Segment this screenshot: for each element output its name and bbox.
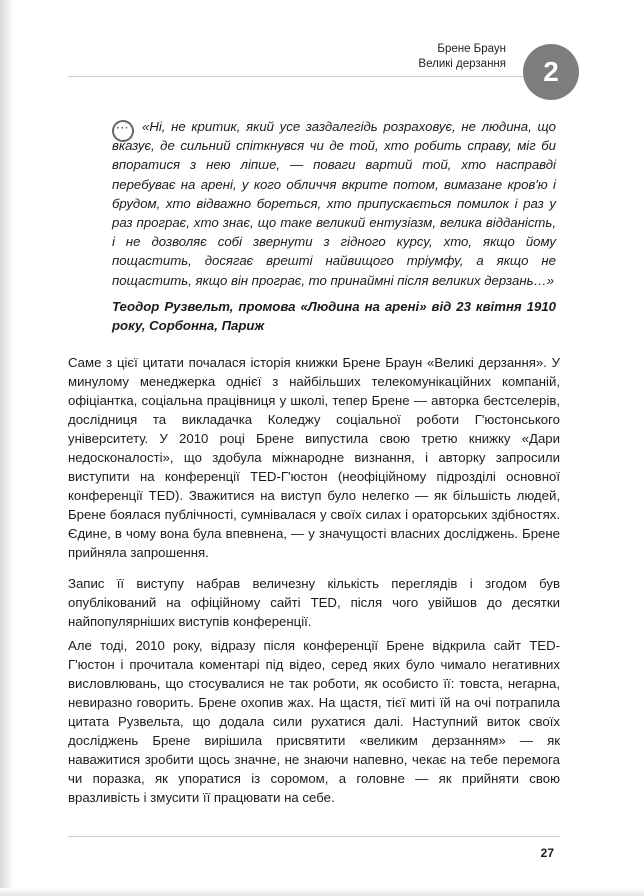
body-paragraph-3: Але тоді, 2010 року, відразу після конференції Брене відкрила сайт TED-Г'юстон і прочитала коментарі під відео, серед яких було чимало негативних висловлювань, що стосувалися не так роботи, як особисто її: товста, негарна, невиразно говорить. Брене охопив жах. На щастя, тієї миті їй на очі потрапила цитата Рузвельта, що додала сили рухатися далі. Наступний виток своїх досліджень Брене вирішила присвятити «великим дерзанням» — як наважитися зробити щось значне, не знаючи напевно, чекає на тебе перемога чи поразка, як упоратися із соромом, а головне — як прийняти свою вразливість і змусити її працювати на себе. xyxy=(68,638,560,805)
epigraph-attribution: Теодор Рузвельт, промова «Людина на арені» від 23 квітня 1910 року, Сорбонна, Париж xyxy=(112,299,556,334)
epigraph-quote-text: «Ні, не критик, який усе заздалегідь розраховує, не людина, що вказує, де сильний спіткнувся чи де той, хто робить справу, міг би впоратися з нею ліпше, — поваги вартий той, хто насправді перебуває на арені, у кого обличчя вкрите потом, вимазане кров'ю і брудом, хто відважно бореться, хто припускається помилок і раз у раз програє, хто знає, що таке великий ентузіазм, велика відданість, і не дозволяє собі звернути з гідного курсу, хто, якщо йому пощастить, досягає врешті найвищого тріумфу, а якщо не пощастить, якщо він програє, то принаймні після великих дерзань…» xyxy=(112,119,556,288)
epigraph-quote xyxy=(112,117,556,290)
header-divider xyxy=(68,76,534,77)
running-header xyxy=(418,42,506,72)
page-number: 27 xyxy=(540,846,554,860)
header-book-title: Великі дерзання xyxy=(418,58,506,70)
page-edge-shadow xyxy=(0,0,14,896)
footer-divider xyxy=(68,836,560,837)
body-paragraph-2: Запис її виступу набрав величезну кількість переглядів і згодом був опублікований на офіційному сайті TED, після чого увійшов до десятки найпопулярніших виступів конференції. xyxy=(68,576,560,629)
chapter-number-badge: 2 xyxy=(523,44,579,100)
page-bottom-shadow xyxy=(0,888,644,896)
body-paragraph-1: Саме з цієї цитати почалася історія книжки Брене Браун «Великі дерзання». У минулому менеджерка однієї з найбільших телекомунікаційних компаній, офіціантка, соціальна працівниця у школі, тепер Брене — авторка бестселерів, дослідниця та викладачка Коледжу соціальної роботи Г'юстонського університету. У 2010 році Брене випустила свою третю книжку «Дари недосконалості», що здобула міжнародне визнання, і авторку запросили виступити на конференції TED-Г'юстон (неофіційному підрозділі основної конференції TED). Зважитися на виступ було нелегко — як більшість людей, Брене боялася публічності, сумнівалася у своїх силах і ораторських здібностях. Єдине, в чому вона була впевнена, — у значущості власних досліджень. Брене прийняла запрошення. xyxy=(68,355,560,560)
speech-bubble-icon: ··· xyxy=(112,120,134,142)
header-author: Брене Браун xyxy=(437,43,506,55)
